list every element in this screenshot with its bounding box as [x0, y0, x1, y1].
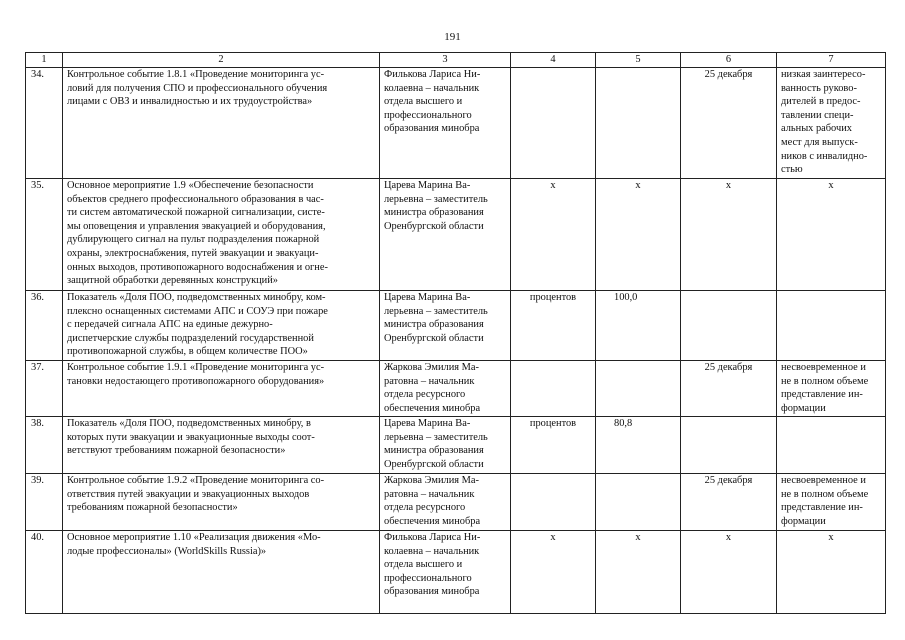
column-header-7: 7	[777, 53, 886, 68]
row-number: 39.	[26, 474, 63, 531]
note-cell: несвоевременное и не в полном объеме представление ин- формации	[777, 361, 886, 417]
date-cell: 25 декабря	[681, 361, 777, 417]
responsible-cell: Филькова Лариса Ни- колаевна – начальник отдела высшего и профессионального образования минобра	[380, 531, 511, 614]
row-number: 36.	[26, 291, 63, 361]
column-header-5: 5	[596, 53, 681, 68]
event-cell: Основное мероприятие 1.9 «Обеспечение безопасности объектов среднего профессионального образования в час- ти систем автоматической пожарной сигнализации, систе- мы оповещения и управления эвакуацией и оборудования, дублирующего сигнал на пульт подразделения пожарной охраны, электроснабжения, путей эвакуации и эвакуаци- онных выходов, противопожарного водоснабжения и огне- защитной обработки деревянных конструкций»	[63, 179, 380, 291]
value-cell	[596, 361, 681, 417]
value-cell	[596, 68, 681, 179]
value-cell: 80,8	[596, 417, 681, 474]
date-cell	[681, 417, 777, 474]
event-cell: Контрольное событие 1.8.1 «Проведение мониторинга ус- ловий для получения СПО и профессионального обучения лицами с ОВЗ и инвалидностью и их трудоустройства»	[63, 68, 380, 179]
header-row	[26, 53, 886, 68]
event-cell: Показатель «Доля ПОО, подведомственных минобру, ком- плексно оснащенных системами АПС и СОУЭ при пожаре с передачей сигнала АПС на единые дежурно- диспетчерские службы подразделений государственной противопожарной службы, в общем количестве ПОО»	[63, 291, 380, 361]
column-header-2: 2	[63, 53, 380, 68]
value-cell	[596, 474, 681, 531]
event-cell: Контрольное событие 1.9.1 «Проведение мониторинга ус- тановки недостающего противопожарного оборудования»	[63, 361, 380, 417]
unit-cell	[511, 474, 596, 531]
unit-cell	[511, 68, 596, 179]
responsible-cell: Жаркова Эмилия Ма- ратовна – начальник отдела ресурсного обеспечения минобра	[380, 361, 511, 417]
value-cell: 100,0	[596, 291, 681, 361]
page-number: 191	[444, 31, 461, 43]
responsible-cell: Царева Марина Ва- лерьевна – заместитель министра образования Оренбургской области	[380, 291, 511, 361]
unit-cell	[511, 361, 596, 417]
unit-cell: процентов	[511, 291, 596, 361]
row-number: 40.	[26, 531, 63, 614]
date-cell: х	[681, 179, 777, 291]
note-cell: низкая заинтересо- ванность руково- дителей в предос- тавлении специ- альных рабочих мест для выпуск- ников с инвалидно- стью	[777, 68, 886, 179]
responsible-cell: Царева Марина Ва- лерьевна – заместитель министра образования Оренбургской области	[380, 417, 511, 474]
plan-table	[25, 52, 886, 614]
unit-cell: процентов	[511, 417, 596, 474]
unit-cell: х	[511, 179, 596, 291]
event-cell: Основное мероприятие 1.10 «Реализация движения «Мо- лодые профессионалы» (WorldSkills Russia)»	[63, 531, 380, 614]
note-cell	[777, 417, 886, 474]
table-row	[26, 68, 886, 179]
note-cell	[777, 291, 886, 361]
table-row	[26, 531, 886, 614]
table-row	[26, 417, 886, 474]
table-row	[26, 474, 886, 531]
value-cell: х	[596, 179, 681, 291]
row-number: 35.	[26, 179, 63, 291]
date-cell: х	[681, 531, 777, 614]
date-cell: 25 декабря	[681, 68, 777, 179]
responsible-cell: Филькова Лариса Ни- колаевна – начальник отдела высшего и профессионального образования минобра	[380, 68, 511, 179]
event-cell: Контрольное событие 1.9.2 «Проведение мониторинга со- ответствия путей эвакуации и эвакуационных выходов требованиям пожарной безопасности»	[63, 474, 380, 531]
row-number: 34.	[26, 68, 63, 179]
column-header-6: 6	[681, 53, 777, 68]
row-number: 37.	[26, 361, 63, 417]
event-cell: Показатель «Доля ПОО, подведомственных минобру, в которых пути эвакуации и эвакуационные выходы соот- ветствуют требованиям пожарной безопасности»	[63, 417, 380, 474]
table-row	[26, 179, 886, 291]
row-number: 38.	[26, 417, 63, 474]
table-row	[26, 291, 886, 361]
date-cell: 25 декабря	[681, 474, 777, 531]
column-header-1: 1	[26, 53, 63, 68]
note-cell: х	[777, 531, 886, 614]
note-cell: х	[777, 179, 886, 291]
value-cell: х	[596, 531, 681, 614]
responsible-cell: Жаркова Эмилия Ма- ратовна – начальник отдела ресурсного обеспечения минобра	[380, 474, 511, 531]
date-cell	[681, 291, 777, 361]
responsible-cell: Царева Марина Ва- лерьевна – заместитель министра образования Оренбургской области	[380, 179, 511, 291]
note-cell: несвоевременное и не в полном объеме представление ин- формации	[777, 474, 886, 531]
table-row	[26, 361, 886, 417]
column-header-3: 3	[380, 53, 511, 68]
column-header-4: 4	[511, 53, 596, 68]
unit-cell: х	[511, 531, 596, 614]
